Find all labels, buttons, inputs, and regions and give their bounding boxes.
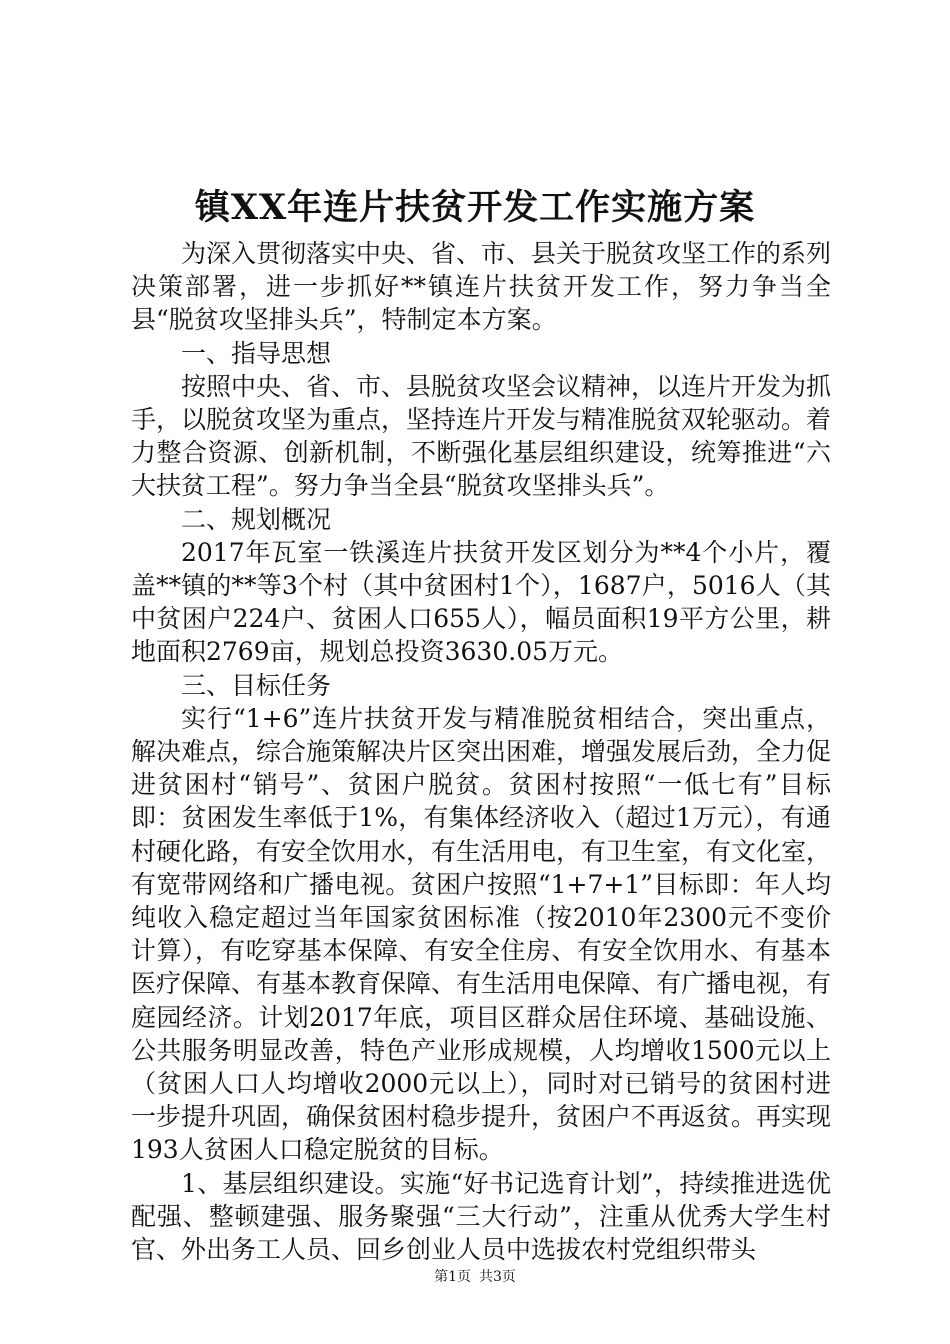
paragraph-intro: 为深入贯彻落实中央、省、市、县关于脱贫攻坚工作的系列决策部署，进一步抓好**镇连片扶贫开发工作，努力争当全县“脱贫攻坚排头兵”，特制定本方案。 [131,239,832,335]
section-heading-planning-overview: 二、规划概况 [181,504,332,534]
page-number: 第1页 [434,1269,471,1285]
paragraph-goals-tasks: 实行“1+6”连片扶贫开发与精准脱贫相结合，突出重点，解决难点，综合施策解决片区突出困难，增强发展后劲，全力促进贫困村“销号”、贫困户脱贫。贫困村按照“一低七有”目标即：贫困发生率低于1%，有集体经济收入（超过1万元），有通村硬化路，有安全饮用水，有生活用电，有卫生室，有文化室，有宽带网络和广播电视。贫困户按照“1+7+1”目标即：年人均纯收入稳定超过当年国家贫困标准（按2010年2300元不变价计算），有吃穿基本保障、有安全住房、有安全饮用水、有基本医疗保障、有基本教育保障、有生活用电保障、有广播电视，有庭园经济。计划2017年底，项目区群众居住环境、基础设施、公共服务明显改善，特色产业形成规模，人均增收1500元以上（贫困人口人均增收2000元以上），同时对已销号的贫困村进一步提升巩固，确保贫困村稳步提升，贫困户不再返贫。再实现193人贫困人口稳定脱贫的目标。 [131,703,832,1165]
paragraph-guiding-ideology: 按照中央、省、市、县脱贫攻坚会议精神，以连片开发为抓手，以脱贫攻坚为重点，坚持连片开发与精准脱贫双轮驱动。着力整合资源、创新机制，不断强化基层组织建设，统筹推进“六大扶贫工程”。努力争当全县“脱贫攻坚排头兵”。 [131,371,832,501]
document-body [131,237,831,1266]
paragraph-grassroots-organization: 1、基层组织建设。实施“好书记选育计划”，持续推进选优配强、整顿建强、服务聚强“三大行动”，注重从优秀大学生村官、外出务工人员、回乡创业人员中选拔农村党组织带头 [131,1168,831,1265]
section-heading-goals-tasks: 三、目标任务 [181,670,332,700]
document-title: 镇XX年连片扶贫开发工作实施方案 [194,187,756,228]
page-total: 共3页 [479,1269,516,1285]
paragraph-planning-overview: 2017年瓦室一铁溪连片扶贫开发区划分为**4个小片，覆盖**镇的**等3个村（其中贫困村1个），1687户，5016人（其中贫困户224户、贫困人口655人），幅员面积19平方公里，耕地面积2769亩，规划总投资3630.05万元。 [131,537,831,667]
section-heading-guiding-ideology: 一、指导思想 [181,338,332,368]
page-footer [0,1268,950,1286]
